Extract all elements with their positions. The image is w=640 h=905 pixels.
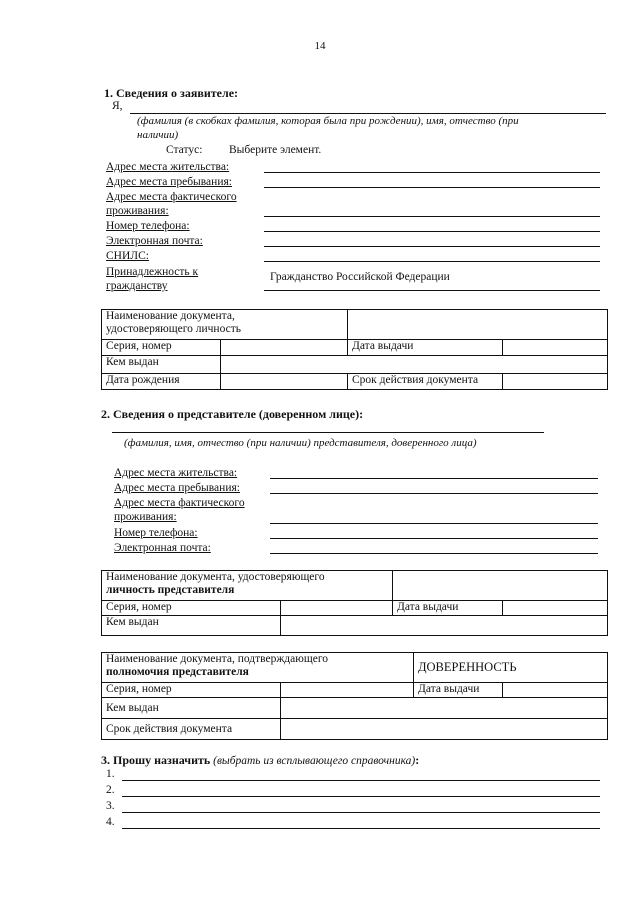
auth-issued-by-value[interactable]: [281, 698, 608, 719]
citizenship-line: [264, 290, 600, 291]
page-number: 14: [314, 40, 326, 52]
rep-email-line[interactable]: [270, 553, 598, 554]
phone-label: Номер телефона:: [106, 220, 190, 232]
auth-doc-name-label: Наименование документа, подтверждающего: [106, 653, 328, 665]
citizenship-label: Принадлежность к: [106, 266, 199, 278]
birth-date-label: Дата рождения: [102, 374, 221, 390]
rep-authority-table: [101, 652, 608, 740]
rep-issued-by-value[interactable]: [281, 616, 608, 636]
rep-series-value[interactable]: [281, 601, 393, 616]
auth-doc-name-label-2: полномочия представителя: [106, 666, 249, 678]
validity-label: Срок действия документа: [348, 374, 503, 390]
section1-heading: 1. Сведения о заявителе:: [104, 86, 239, 100]
rep-doc-name-value[interactable]: [393, 571, 608, 601]
choice-1-line[interactable]: [122, 780, 600, 781]
actual-address-label-2: проживания:: [106, 205, 169, 217]
status-label: Статус:: [166, 144, 203, 156]
rep-actual-label: Адрес места фактического: [114, 497, 245, 509]
choice-3-label: 3.: [106, 800, 115, 812]
rep-doc-name-cell: [102, 571, 393, 601]
status-dropdown[interactable]: Выберите элемент.: [229, 144, 322, 156]
issue-date-value[interactable]: [503, 340, 608, 356]
birth-date-value[interactable]: [221, 374, 348, 390]
choice-2-line[interactable]: [122, 796, 600, 797]
rep-phone-label: Номер телефона:: [114, 527, 198, 539]
representative-name-line[interactable]: [112, 432, 544, 433]
auth-issue-date-value[interactable]: [503, 683, 608, 698]
doc-name-cell: [102, 310, 348, 340]
rep-email-label: Электронная почта:: [114, 542, 211, 554]
section3-heading-hint: (выбрать из всплывающего справочника): [213, 755, 416, 767]
rep-actual-label-2: проживания:: [114, 511, 177, 523]
representative-name-hint: (фамилия, имя, отчество (при наличии) представителя, доверенного лица): [124, 437, 477, 449]
email-label: Электронная почта:: [106, 235, 203, 247]
residence-address-label: Адрес места жительства:: [106, 161, 230, 173]
rep-stay-label: Адрес места пребывания:: [114, 482, 240, 494]
auth-issue-date-label: Дата выдачи: [414, 683, 503, 698]
applicant-document-table: [101, 309, 608, 390]
auth-series-value[interactable]: [281, 683, 414, 698]
rep-issued-by-label: Кем выдан: [102, 616, 281, 636]
rep-doc-name-label: Наименование документа, удостоверяющего: [106, 571, 325, 583]
ya-label: Я,: [112, 100, 123, 112]
citizenship-value[interactable]: Гражданство Российской Федерации: [270, 271, 450, 283]
applicant-name-line[interactable]: [130, 113, 606, 114]
auth-doc-value[interactable]: ДОВЕРЕННОСТЬ: [414, 653, 608, 683]
rep-phone-line[interactable]: [270, 538, 598, 539]
issued-by-label: Кем выдан: [102, 356, 221, 374]
rep-residence-line[interactable]: [270, 478, 598, 479]
choice-4-label: 4.: [106, 816, 115, 828]
doc-name-label: Наименование документа,: [106, 310, 235, 322]
actual-address-line[interactable]: [264, 216, 600, 217]
choice-2-label: 2.: [106, 784, 115, 796]
rep-residence-label: Адрес места жительства:: [114, 467, 238, 479]
issued-by-value[interactable]: [221, 356, 608, 374]
residence-address-line[interactable]: [264, 172, 600, 173]
auth-validity-label: Срок действия документа: [102, 719, 281, 740]
section3-heading-row: [101, 753, 419, 768]
snils-line[interactable]: [264, 261, 600, 262]
applicant-name-hint-2: наличии): [137, 129, 179, 141]
section2-heading: 2. Сведения о представителе (доверенном лице):: [101, 407, 364, 421]
auth-validity-value[interactable]: [281, 719, 608, 740]
auth-series-label: Серия, номер: [102, 683, 281, 698]
rep-issue-date-value[interactable]: [503, 601, 608, 616]
validity-value[interactable]: [503, 374, 608, 390]
auth-issued-by-label: Кем выдан: [102, 698, 281, 719]
series-label: Серия, номер: [102, 340, 221, 356]
actual-address-label: Адрес места фактического: [106, 191, 237, 203]
choice-3-line[interactable]: [122, 812, 600, 813]
doc-name-label-2: удостоверяющего личность: [106, 323, 241, 335]
issue-date-label: Дата выдачи: [348, 340, 503, 356]
applicant-name-hint: (фамилия (в скобках фамилия, которая была при рождении), имя, отчество (при: [137, 115, 519, 127]
rep-actual-line[interactable]: [270, 523, 598, 524]
rep-stay-line[interactable]: [270, 493, 598, 494]
rep-doc-name-label-2: личность представителя: [106, 584, 235, 596]
choice-1-label: 1.: [106, 768, 115, 780]
stay-address-label: Адрес места пребывания:: [106, 176, 232, 188]
phone-line[interactable]: [264, 231, 600, 232]
email-line[interactable]: [264, 246, 600, 247]
choice-4-line[interactable]: [122, 828, 600, 829]
doc-name-value[interactable]: [348, 310, 608, 340]
stay-address-line[interactable]: [264, 187, 600, 188]
citizenship-label-2: гражданству: [106, 280, 168, 292]
rep-identity-table: [101, 570, 608, 636]
section3-heading: 3. Прошу назначить: [101, 753, 211, 767]
section3-heading-colon: :: [415, 753, 420, 767]
snils-label: СНИЛС:: [106, 250, 149, 262]
auth-doc-name-cell: [102, 653, 414, 683]
rep-issue-date-label: Дата выдачи: [393, 601, 503, 616]
rep-series-label: Серия, номер: [102, 601, 281, 616]
series-value[interactable]: [221, 340, 348, 356]
